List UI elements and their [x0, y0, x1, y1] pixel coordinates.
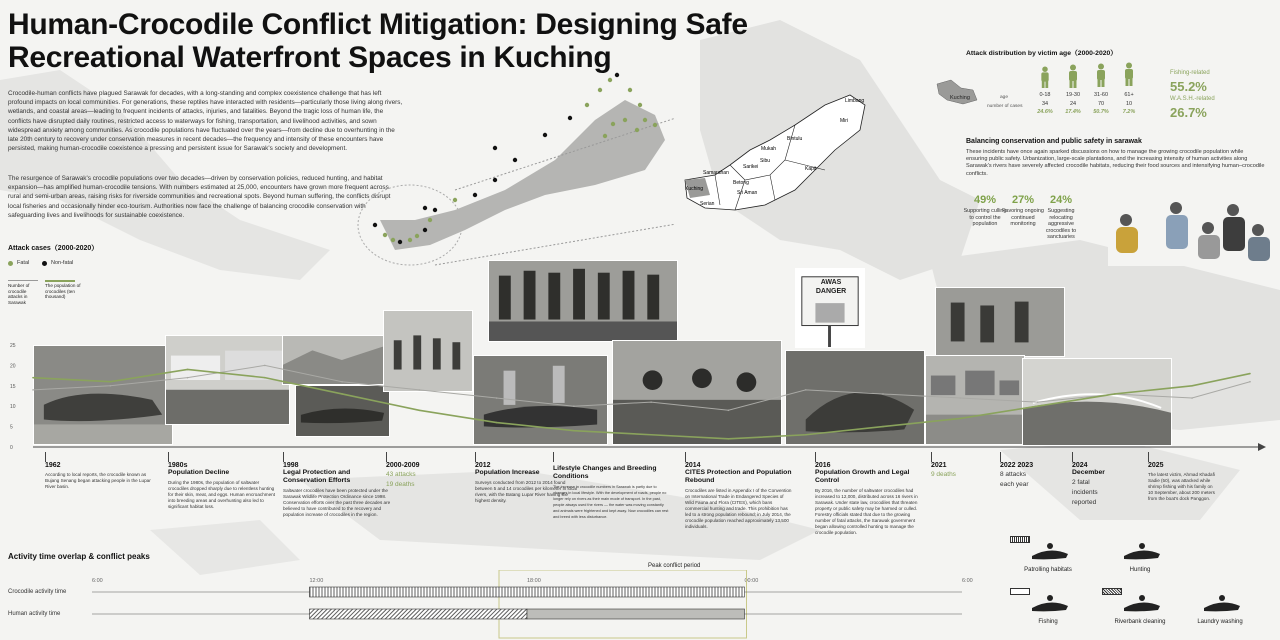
- intro-paragraph-1: Crocodile-human conflicts have plagued Sarawak for decades, with a long-standing and complex coexistence challenge that has left profound impacts on local communities. For generations, these reptiles have interacted with residents—particularly those living along rivers, wetlands, and coastal areas—leading to frequent incidents of attacks, injuries, and fatalities. Beyond the tragic loss of human life, the conflicts have disrupted daily routines, restricted access to waterways for fishing, transportation, and livelihood activities, and sown widespread anxiety among communities. As crocodile populations have fluctuated over the years—from decline due to overhunting in the late 20th century to recovery under conservation measures in recent decades—the frequency and intensity of these encounters have persisted, making human-crocodile coexistence a pressing and persistent issue for Sarawak's society and development.: [8, 90, 403, 153]
- case-count: 34: [1041, 101, 1049, 107]
- population-point: [1249, 373, 1251, 375]
- age-group: [1116, 92, 1142, 115]
- fatal-attack-dot: [428, 218, 432, 222]
- fatal-attack-dot: [638, 103, 642, 107]
- event-year: 2025: [1148, 462, 1164, 469]
- event-year: 2014: [685, 462, 701, 469]
- event-heading: Legal Protection and Conservation Efforts: [283, 469, 351, 484]
- fishing-label: Fishing-related: [1170, 70, 1210, 76]
- timeline-tick: [1072, 452, 1073, 462]
- case-count: 70: [1097, 101, 1105, 107]
- event-text: The increase in crocodile numbers in Sarawak is partly due to changes in local lifestyle. With the development of roads, people no longer rely on rivers as their main mode of transport. In the past, people always used the rivers — the water was moving constantly and animals were frightened and kept away. Now crocodiles can rest and breed with less disturbance.: [553, 485, 669, 519]
- case-percent: 7.2%: [1122, 109, 1136, 115]
- population-point: [805, 434, 807, 436]
- attack-population-chart: [0, 300, 1280, 460]
- population-point: [419, 409, 421, 411]
- person-icon: [1066, 64, 1080, 88]
- population-point: [1037, 405, 1039, 407]
- svg-text:Samarahan: Samarahan: [703, 170, 729, 176]
- attacks-point: [1037, 401, 1039, 403]
- y-tick-label: 15: [10, 383, 16, 390]
- fatal-attack-dot: [415, 234, 419, 238]
- population-point: [1114, 393, 1116, 395]
- population-point: [109, 381, 111, 383]
- crocodile-icon: [1030, 540, 1070, 562]
- timeline-event: [45, 462, 153, 490]
- sign-danger: DANGER: [815, 288, 847, 295]
- nonfatal-attack-dot: [543, 133, 547, 137]
- habit-label: Laundry washing: [1197, 619, 1243, 625]
- event-line: 8 attacks: [1000, 471, 1027, 478]
- population-point: [32, 377, 34, 379]
- time-tick: 00:00: [744, 578, 759, 584]
- fatal-dot-icon: [8, 261, 13, 266]
- attacks-point: [573, 405, 575, 407]
- nonfatal-attack-dot: [493, 178, 497, 182]
- population-line: [33, 369, 1250, 438]
- person-icon: [1038, 66, 1052, 88]
- nonfatal-attack-dot: [423, 206, 427, 210]
- event-heading: Population Increase: [475, 469, 540, 476]
- fatal-attack-dot: [453, 198, 457, 202]
- legend-fatal: Fatal: [8, 260, 29, 266]
- timeline-event: [815, 462, 923, 536]
- svg-text:Sibu: Sibu: [760, 158, 771, 164]
- nonfatal-attack-dot: [473, 193, 477, 197]
- activity-chart: [0, 570, 980, 640]
- svg-text:Serian: Serian: [700, 201, 715, 207]
- event-text: During the 1980s, the population of saltwater crocodiles dropped sharply due to relentless hunting for their skin, meat, and eggs. Human encroachment into breeding areas and overhunting also led to significant habitat loss.: [168, 480, 275, 509]
- y-tick-label: 5: [10, 424, 13, 431]
- timeline-tick: [283, 452, 284, 462]
- croc-activity-bar: [310, 587, 745, 597]
- population-point: [341, 393, 343, 395]
- timeline-event: [553, 465, 671, 520]
- fatal-attack-dot: [608, 78, 612, 82]
- attacks-point: [109, 385, 111, 387]
- population-point: [882, 426, 884, 428]
- nonfatal-attack-dot: [493, 146, 497, 150]
- event-line: incidents: [1072, 489, 1098, 496]
- svg-text:Kapit: Kapit: [805, 166, 817, 172]
- habit-label: Hunting: [1129, 567, 1151, 573]
- peak-conflict-box: [499, 570, 747, 638]
- fatal-attack-dot: [653, 123, 657, 127]
- habit-swatch: [1010, 588, 1030, 595]
- habit-label: Fishing: [1038, 619, 1058, 625]
- event-text: Crocodiles are listed in Appendix I of the Convention on International Trade in Endangered Species of Wild Fauna and Flora (CITES), which bans commercial hunting and trade. This prohibition has led to a strong population rebound; in July 2014, the crocodile population reached approximately 13,500 individuals.: [685, 488, 792, 529]
- timeline-tick: [1148, 452, 1149, 462]
- divisions-map: [675, 80, 875, 220]
- cases-row-label: number of cases: [987, 104, 1023, 109]
- balance-text: These incidents have once again sparked discussions on how to manage the growing crocodile population while ensuring public safety. Urbanization, large-scale plantations, and the increasing intensity of human activities along Sarawak's rivers have severely affected crocodile habitats, reducing their food sources and intensifying human–crocodile conflicts.: [966, 149, 1265, 177]
- event-year: 1980s: [168, 462, 188, 469]
- attacks-point: [650, 401, 652, 403]
- activity-title: Activity time overlap & conflict peaks: [8, 552, 150, 561]
- timeline-tick: [386, 452, 387, 462]
- age-row-label: age: [1000, 95, 1009, 100]
- event-line: reported: [1072, 499, 1097, 506]
- attacks-point: [264, 365, 266, 367]
- timeline-tick: [931, 452, 932, 462]
- age-range: 0-18: [1039, 92, 1051, 98]
- laundry-icon: [1202, 592, 1242, 614]
- fatal-attack-dot: [635, 128, 639, 132]
- timeline-tick: [168, 452, 169, 462]
- attacks-point: [1249, 381, 1251, 383]
- svg-text:Kuching: Kuching: [685, 186, 704, 192]
- fatal-attack-dot: [598, 88, 602, 92]
- svg-text:Sarikei: Sarikei: [743, 164, 759, 170]
- timeline-tick: [475, 452, 476, 462]
- stat-label: Supporting culling to control the population: [963, 208, 1007, 228]
- kuching-inset-map: [933, 78, 981, 108]
- svg-text:Miri: Miri: [840, 118, 849, 124]
- y-tick-label: 25: [10, 343, 16, 349]
- attacks-point: [959, 397, 961, 399]
- timeline-event: [1148, 462, 1216, 502]
- event-heading: Population Decline: [168, 469, 230, 476]
- fatal-attack-dot: [408, 238, 412, 242]
- age-range: 31-60: [1093, 92, 1109, 98]
- stat-label: Favoring ongoing continued monitoring: [1002, 208, 1044, 228]
- page-title: Human-Crocodile Conflict Mitigation: Designing Safe Recreational Waterfront Spaces in Kuching: [8, 8, 748, 74]
- timeline-event: [685, 462, 793, 530]
- attacks-point: [1191, 397, 1193, 399]
- fatal-attack-dot: [643, 118, 647, 122]
- time-tick: 18:00: [527, 578, 541, 584]
- timeline-tick: [553, 452, 554, 462]
- event-heading: Lifestyle Changes and Breeding Conditions: [553, 465, 657, 480]
- event-year: 2021: [931, 462, 947, 469]
- victim-age-title: Attack distribution by victim age（2000-2020）: [966, 50, 1118, 57]
- event-text: The latest victim, Ahmad Khadafi Sadie (50), was attacked while shrimp fishing with his family on 10 September, about 200 meters from the boat's dock Panggon.: [1148, 472, 1215, 501]
- fatal-attack-dot: [628, 88, 632, 92]
- age-group: [1032, 92, 1058, 115]
- attacks-point: [419, 389, 421, 391]
- event-line: 43 attacks: [386, 471, 416, 478]
- balance-title: Balancing conservation and public safety in sarawak: [966, 138, 1142, 145]
- nonfatal-dot-icon: [42, 261, 47, 266]
- nonfatal-attack-dot: [398, 240, 402, 244]
- event-heading: December: [1072, 469, 1105, 476]
- population-point: [650, 434, 652, 436]
- event-year: 1998: [283, 462, 299, 469]
- sign-awas: AWAS: [820, 279, 842, 286]
- population-point: [1191, 385, 1193, 387]
- nonfatal-attack-dot: [615, 73, 619, 77]
- age-range: 19-30: [1065, 92, 1081, 98]
- stat-value: 27%: [1011, 194, 1035, 206]
- attacks-point: [496, 397, 498, 399]
- fatal-attack-dot: [585, 103, 589, 107]
- fatal-attack-dot: [611, 122, 615, 126]
- attack-cases-title: Attack cases（2000-2020）: [8, 245, 99, 252]
- event-heading: Population Growth and Legal Control: [815, 469, 910, 484]
- event-year: 2022 2023: [1000, 462, 1034, 469]
- svg-text:Mukah: Mukah: [761, 146, 777, 152]
- human-activity-label: Human activity time: [8, 611, 61, 617]
- wash-value: 26.7%: [1170, 105, 1207, 120]
- case-count: 10: [1125, 101, 1133, 107]
- nonfatal-attack-dot: [423, 228, 427, 232]
- case-percent: 17.4%: [1065, 109, 1081, 115]
- cleaning-icon: [1122, 592, 1162, 614]
- event-year: 1962: [45, 462, 61, 469]
- y-tick-label: 10: [10, 404, 16, 411]
- habit-label: Patrolling habitats: [1024, 567, 1072, 573]
- attacks-point: [805, 389, 807, 391]
- event-heading: CITES Protection and Population Rebound: [685, 469, 792, 484]
- legend-nonfatal: Non-fatal: [42, 260, 73, 266]
- age-group: [1060, 92, 1086, 115]
- fatal-attack-dot: [391, 238, 395, 242]
- event-line: 2 fatal: [1072, 479, 1090, 486]
- habit-swatch: [1010, 536, 1030, 543]
- age-range: 61+: [1124, 92, 1134, 98]
- time-tick: 6:00: [962, 578, 973, 584]
- wash-label: W.A.S.H.-related: [1170, 96, 1215, 102]
- habit-label: Riverbank cleaning: [1114, 619, 1166, 625]
- timeline-arrow-icon: [1258, 443, 1266, 451]
- intro-paragraph-2: The resurgence of Sarawak's crocodile populations over two decades—driven by conservation policies, reduced hunting, and habitat expansion—has amplified human-crocodile tensions. With numbers estimated at 25,000, encounters have grown more frequent across rural and semi-urban areas, raising risks for riverside communities and recreational spots. Beyond human suffering, the conflicts disrupt local fisheries and occasionally hinder eco-tourism. Authorities now face the challenge of balancing crocodile conservation with safeguarding lives and livelihoods for sustainable coexistence.: [8, 175, 391, 219]
- human-activity-bar-evening: [527, 609, 745, 619]
- event-text: Surveys conducted from 2012 to 2014 found between 5 and 14 crocodiles per kilometer in local rivers, with the Batang Lupar River having the highest density.: [475, 480, 577, 503]
- population-point: [496, 422, 498, 424]
- fishing-icon: [1030, 592, 1070, 614]
- event-line: each year: [1000, 481, 1029, 488]
- timeline-tick: [815, 452, 816, 462]
- timeline-tick: [45, 452, 46, 462]
- attacks-point: [341, 381, 343, 383]
- time-tick: 6:00: [92, 578, 103, 584]
- population-point: [728, 438, 730, 440]
- population-point: [264, 377, 266, 379]
- population-point: [959, 418, 961, 420]
- event-year: 2024: [1072, 462, 1088, 469]
- timeline-event: [931, 462, 999, 479]
- timeline-event: [283, 462, 391, 518]
- y-tick-label: 20: [10, 363, 16, 370]
- event-text: Saltwater crocodiles have been protected under the Sarawak Wildlife Protection Ordinance since 1998. Conservation efforts over the past three decades are believed to have contributed to the recovery and population increase of crocodiles in the region.: [283, 488, 391, 517]
- peak-label: Peak conflict period: [648, 563, 701, 569]
- svg-text:Limbang: Limbang: [845, 98, 865, 104]
- event-year: 2016: [815, 462, 831, 469]
- stat-label: Suggesting relocating aggressive crocodiles to sanctuaries: [1045, 208, 1077, 241]
- attacks-point: [882, 393, 884, 395]
- event-line: 19 deaths: [386, 481, 415, 488]
- habit-swatch: [1102, 588, 1122, 595]
- human-activity-bar: [310, 609, 528, 619]
- timeline-event: [168, 462, 276, 510]
- kuching-label: Kuching: [950, 95, 970, 101]
- opinion-stat: [1039, 194, 1083, 241]
- time-tick: 12:00: [309, 578, 324, 584]
- fatal-attack-dot: [603, 134, 607, 138]
- timeline-tick: [685, 452, 686, 462]
- svg-text:Sri Aman: Sri Aman: [737, 190, 758, 196]
- hunting-icon: [1122, 540, 1162, 562]
- event-year: 2000-2009: [386, 462, 420, 469]
- officials-photo: [1108, 200, 1273, 266]
- legend-population: The population of crocodiles (ten thousand): [45, 283, 81, 299]
- person-icon: [1122, 60, 1136, 88]
- event-text: According to local reports, the crocodile known as Bujang Senang began attacking people in the Lupar River basin.: [45, 472, 151, 489]
- nonfatal-attack-dot: [373, 223, 377, 227]
- nonfatal-attack-dot: [433, 208, 437, 212]
- attacks-swatch: [8, 280, 38, 281]
- stat-value: 49%: [973, 194, 997, 206]
- nonfatal-attack-dot: [568, 116, 572, 120]
- legend-attacks: Number of crocodile attacks in Sarawak: [8, 283, 30, 305]
- svg-text:Bintulu: Bintulu: [787, 136, 803, 142]
- timeline-tick: [1000, 452, 1001, 462]
- nonfatal-attack-dot: [513, 158, 517, 162]
- fishing-value: 55.2%: [1170, 79, 1207, 94]
- population-point: [573, 430, 575, 432]
- attacks-point: [32, 389, 34, 391]
- attacks-point: [187, 377, 189, 379]
- fatal-attack-dot: [623, 118, 627, 122]
- age-group: [1088, 92, 1114, 115]
- fatal-attack-dot: [383, 233, 387, 237]
- event-line: 9 deaths: [931, 471, 956, 478]
- case-percent: 24.6%: [1037, 109, 1053, 115]
- timeline-event: [1072, 462, 1140, 507]
- case-percent: 50.7%: [1093, 109, 1109, 115]
- y-tick-label: 0: [10, 445, 13, 451]
- sarawak-map: [355, 60, 675, 270]
- event-text: By 2016, the number of saltwater crocodiles had increased to 12,000, distributed across 16 rivers in Sarawak. Under state law, crocodiles that threaten property or public safety may be harmed or culled. Forestry officials stated that due to the growing number of fatal attacks, the Sarawak government began allowing controlled hunting to manage the crocodile population.: [815, 488, 918, 535]
- event-year: 2012: [475, 462, 491, 469]
- population-point: [187, 369, 189, 371]
- attacks-point: [728, 409, 730, 411]
- croc-activity-label: Crocodile activity time: [8, 589, 67, 595]
- timeline-event: [1000, 462, 1068, 489]
- case-count: 24: [1069, 101, 1077, 107]
- stat-value: 24%: [1049, 194, 1073, 206]
- svg-text:Betong: Betong: [733, 180, 749, 186]
- population-swatch: [45, 280, 75, 282]
- person-icon: [1094, 62, 1108, 88]
